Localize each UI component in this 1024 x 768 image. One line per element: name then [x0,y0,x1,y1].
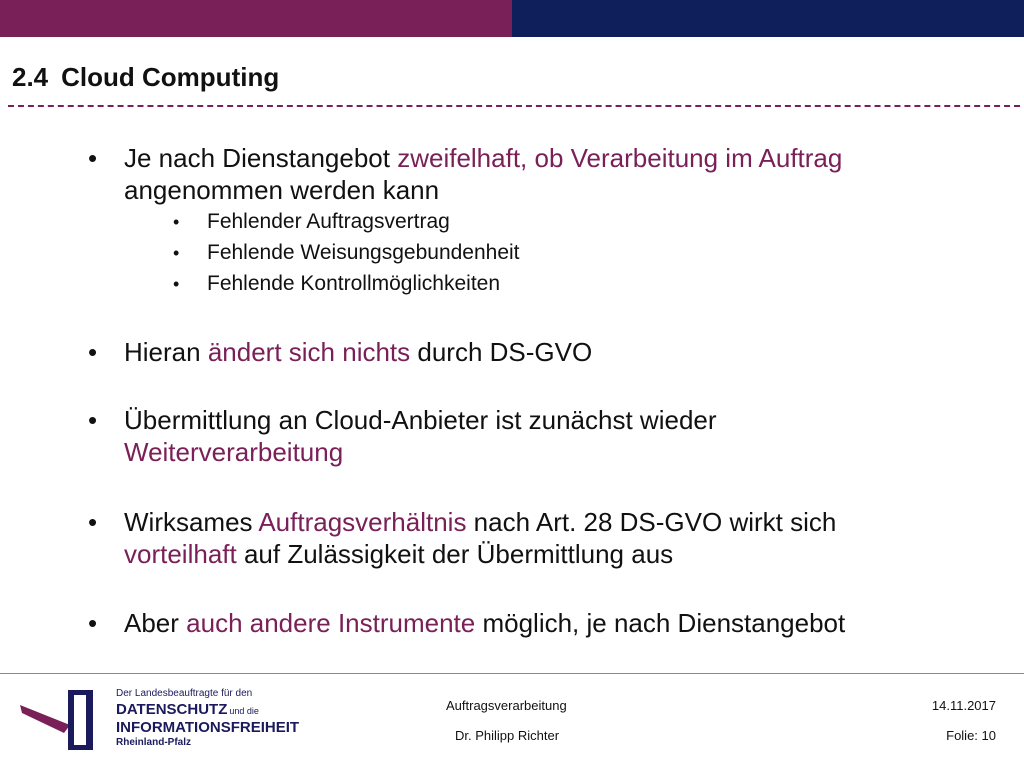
subbullet-dot: • [173,243,180,263]
bullet-text [124,607,964,639]
subbullet-text: Fehlender Auftragsvertrag [207,210,450,233]
bullet-text-run: Hieran [124,337,208,367]
bullet-highlight: Weiterverarbeitung [124,437,344,467]
subbullet-text: Fehlende Weisungsgebundenheit [207,241,520,264]
bullet-text-run: Übermittlung an Cloud-Anbieter ist zunächst wieder [124,405,717,435]
bullet-dot: • [88,143,98,173]
subbullet-text: Fehlende Kontrollmöglichkeiten [207,272,501,295]
bullet-highlight: ändert sich nichts [207,337,411,367]
logo-line-1: Der Landesbeauftragte für den [116,688,253,699]
footer-divider [0,673,1024,674]
bullet-text-run: Wirksames [124,507,259,537]
bullet-text [124,506,964,570]
subbullet-dot: • [173,212,180,232]
bullet-dot: • [88,337,98,367]
logo-line-4: Rheinland-Pfalz [116,737,192,748]
organization-logo [20,687,310,753]
section-number: 2.4 [12,62,49,92]
bullet-text-run: möglich, je nach Dienstangebot [475,608,846,638]
bullet-text [124,142,964,206]
footer-topic: Auftragsverarbeitung [446,698,567,713]
logo-line-2 [116,701,259,718]
bullet-text [124,404,964,468]
bullet-text-run: nach Art. 28 DS-GVO wirkt sich [466,507,837,537]
logo-und-die: und die [229,706,259,716]
bullet-dot: • [88,608,98,638]
bullet-highlight: Auftragsverhältnis [258,507,467,537]
bullet-text-run: angenommen werden kann [124,175,440,205]
bullet-text [124,336,964,368]
logo-line-3: INFORMATIONSFREIHEIT [116,719,300,736]
footer-slide-number: Folie: 10 [946,728,996,743]
bullet-dot: • [88,507,98,537]
bullet-dot: • [88,405,98,435]
logo-mark [20,687,106,753]
footer-date: 14.11.2017 [931,698,996,713]
subbullet-dot: • [173,274,180,294]
title-text: Cloud Computing [61,62,280,92]
bullet-text-run: Aber [124,608,187,638]
bullet-text-run: durch DS-GVO [410,337,593,367]
bullet-text-run: Je nach Dienstangebot [124,143,398,173]
bullet-highlight: zweifelhaft, ob Verarbeitung im Auftrag [397,143,843,173]
footer-author: Dr. Philipp Richter [455,728,560,743]
bullet-text-run: auf Zulässigkeit der Übermittlung aus [236,539,674,569]
bullet-highlight: vorteilhaft [124,539,237,569]
bullet-highlight: auch andere Instrumente [186,608,476,638]
logo-datenschutz: DATENSCHUTZ [116,701,228,718]
